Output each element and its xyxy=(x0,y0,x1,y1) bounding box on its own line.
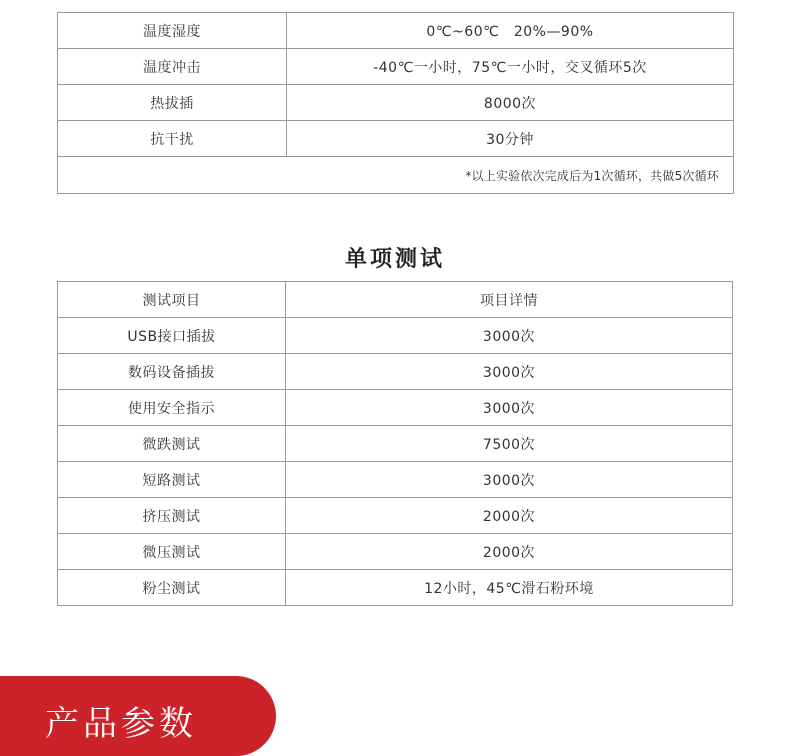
table-note-row xyxy=(58,157,734,194)
table-row xyxy=(58,498,733,534)
test-detail-cell: 0℃~60℃ 20%—90% xyxy=(287,13,734,49)
test-detail-cell: 3000次 xyxy=(286,390,733,426)
test-detail-cell: -40℃一小时，75℃一小时，交叉循环5次 xyxy=(287,49,734,85)
table-row xyxy=(58,85,734,121)
test-detail-cell: 30分钟 xyxy=(287,121,734,157)
product-params-heading: 产品参数 xyxy=(45,704,197,744)
table-row xyxy=(58,426,733,462)
test-detail-cell: 3000次 xyxy=(286,462,733,498)
test-detail-cell: 8000次 xyxy=(287,85,734,121)
test-item-cell: 挤压测试 xyxy=(58,498,286,534)
test-detail-cell: 12小时，45℃滑石粉环境 xyxy=(286,570,733,606)
test-item-cell: USB接口插拔 xyxy=(58,318,286,354)
test-item-cell: 抗干扰 xyxy=(58,121,287,157)
table-row xyxy=(58,570,733,606)
column-header-detail: 项目详情 xyxy=(286,282,733,318)
test-detail-cell: 7500次 xyxy=(286,426,733,462)
test-item-cell: 温度冲击 xyxy=(58,49,287,85)
table-row xyxy=(58,390,733,426)
test-item-cell: 数码设备插拔 xyxy=(58,354,286,390)
cycle-note: *以上实验依次完成后为1次循环，共做5次循环 xyxy=(58,157,734,194)
table-header-row xyxy=(58,282,733,318)
test-detail-cell: 2000次 xyxy=(286,498,733,534)
test-detail-cell: 3000次 xyxy=(286,318,733,354)
test-item-cell: 使用安全指示 xyxy=(58,390,286,426)
table-row xyxy=(58,13,734,49)
table-row xyxy=(58,318,733,354)
table-row xyxy=(58,121,734,157)
test-item-cell: 粉尘测试 xyxy=(58,570,286,606)
table-row xyxy=(58,534,733,570)
environment-test-table xyxy=(57,12,734,194)
table-row xyxy=(58,354,733,390)
test-detail-cell: 3000次 xyxy=(286,354,733,390)
test-item-cell: 热拔插 xyxy=(58,85,287,121)
table-row xyxy=(58,49,734,85)
section-title: 单项测试 xyxy=(344,247,445,272)
test-item-cell: 微跌测试 xyxy=(58,426,286,462)
test-item-cell: 微压测试 xyxy=(58,534,286,570)
table-row xyxy=(58,462,733,498)
test-item-cell: 温度湿度 xyxy=(58,13,287,49)
single-test-table xyxy=(57,281,733,606)
test-item-cell: 短路测试 xyxy=(58,462,286,498)
column-header-item: 测试项目 xyxy=(58,282,286,318)
test-detail-cell: 2000次 xyxy=(286,534,733,570)
